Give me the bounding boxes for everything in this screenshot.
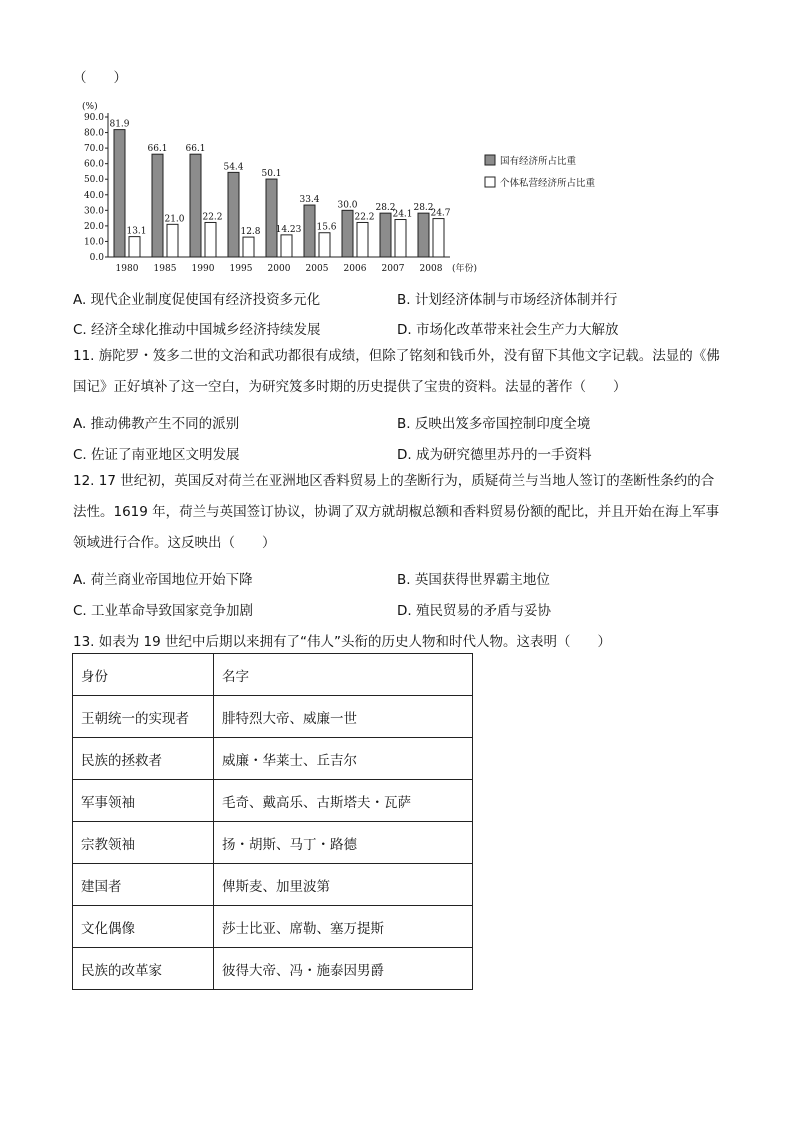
- y-tick-label: 70.0: [83, 144, 104, 155]
- table-cell: 民族的拯救者: [73, 738, 214, 780]
- q13-table: [72, 653, 473, 990]
- y-tick-label: 80.0: [83, 128, 104, 139]
- x-tick-label: 2008: [419, 264, 443, 274]
- data-label-private: 15.6: [316, 222, 337, 233]
- table-row: [73, 864, 473, 906]
- q12-option-b: B. 英国获得世界霸主地位: [397, 572, 550, 588]
- table-row: [73, 738, 473, 780]
- data-label-state: 30.0: [337, 200, 358, 211]
- bar-private-1990: [205, 222, 216, 257]
- data-label-state: 28.2: [375, 203, 396, 214]
- legend-label-private: 个体私营经济所占比重: [500, 178, 596, 189]
- table-cell: 腓特烈大帝、威廉一世: [214, 696, 473, 738]
- y-tick-label: 40.0: [83, 190, 104, 201]
- x-axis-label: (年份): [452, 264, 478, 274]
- q12-option-a: A. 荷兰商业帝国地位开始下降: [73, 572, 253, 588]
- y-tick-label: 20.0: [83, 221, 104, 232]
- table-header-row: [73, 654, 473, 696]
- x-tick-label: 1980: [115, 264, 139, 274]
- bar-state-2000: [266, 179, 277, 257]
- table-cell: 莎士比亚、席勒、塞万提斯: [214, 906, 473, 948]
- data-label-state: 54.4: [223, 162, 244, 173]
- legend-label-state: 国有经济所占比重: [500, 156, 577, 167]
- x-tick-label: 2000: [267, 264, 291, 274]
- data-label-private: 14.23: [275, 224, 302, 235]
- data-label-state: 50.1: [261, 169, 282, 180]
- legend-swatch-private: [485, 177, 495, 187]
- x-tick-label: 1985: [153, 264, 177, 274]
- table-cell: 扬・胡斯、马丁・路德: [214, 822, 473, 864]
- q13-stem: 13. 如表为 19 世纪中后期以来拥有了“伟人”头衔的历史人物和时代人物。这表明（ ）: [73, 634, 612, 650]
- bar-state-1985: [152, 154, 163, 257]
- x-tick-label: 2005: [305, 264, 329, 274]
- data-label-state: 33.4: [299, 195, 320, 206]
- bar-private-2005: [319, 233, 330, 257]
- q11-option-a: A. 推动佛教产生不同的派别: [73, 416, 240, 432]
- data-label-private: 22.2: [354, 212, 375, 223]
- y-tick-label: 90.0: [83, 113, 104, 123]
- bar-private-2006: [357, 222, 368, 257]
- table-cell: 民族的改革家: [73, 948, 214, 990]
- bar-private-1995: [243, 237, 254, 257]
- q10-option-a: A. 现代企业制度促使国有经济投资多元化: [73, 292, 321, 308]
- data-label-private: 24.7: [430, 208, 451, 219]
- data-label-private: 24.1: [392, 209, 413, 220]
- y-tick-label: 0.0: [89, 253, 104, 263]
- bar-state-1995: [228, 172, 239, 257]
- bar-private-1980: [129, 237, 140, 257]
- bar-chart: [80, 96, 640, 280]
- q11-option-d: D. 成为研究德里苏丹的一手资料: [397, 447, 592, 463]
- q12-option-d: D. 殖民贸易的矛盾与妥协: [397, 603, 551, 619]
- bar-state-2008: [418, 213, 429, 257]
- y-tick-label: 10.0: [83, 237, 104, 248]
- data-label-private: 12.8: [240, 227, 261, 238]
- table-cell: 王朝统一的实现者: [73, 696, 214, 738]
- bar-private-2007: [395, 220, 406, 257]
- y-tick-label: 50.0: [83, 175, 104, 186]
- y-tick-label: 30.0: [83, 206, 104, 217]
- bar-state-2006: [342, 210, 353, 257]
- data-label-state: 28.2: [413, 203, 434, 214]
- table-row: [73, 696, 473, 738]
- q10-option-b: B. 计划经济体制与市场经济体制并行: [397, 292, 618, 308]
- table-cell: 彼得大帝、冯・施泰因男爵: [214, 948, 473, 990]
- table-row: [73, 780, 473, 822]
- bar-state-1980: [114, 130, 125, 257]
- table-cell: 毛奇、戴高乐、古斯塔夫・瓦萨: [214, 780, 473, 822]
- legend-swatch-state: [485, 155, 495, 165]
- y-tick-label: 60.0: [83, 159, 104, 170]
- bar-state-1990: [190, 154, 201, 257]
- data-label-state: 81.9: [109, 119, 130, 130]
- q12-stem: 12. 17 世纪初，英国反对荷兰在亚洲地区香料贸易上的垄断行为，质疑荷兰与当地人签订的垄断性条约的合法性。1619 年，荷兰与英国签订协议，协调了双方就胡椒总额和香料贸易份额的配比，并且开始在海上军事领域进行合作。这反映出（ ）: [73, 473, 720, 551]
- table-header-cell: 名字: [214, 654, 473, 696]
- q10-option-d: D. 市场化改革带来社会生产力大解放: [397, 322, 619, 338]
- table-cell: 军事领袖: [73, 780, 214, 822]
- bar-private-2008: [433, 219, 444, 257]
- q11-stem: 11. 旃陀罗・笈多二世的文治和武功都很有成绩，但除了铭刻和钱币外，没有留下其他文字记载。法显的《佛国记》正好填补了这一空白，为研究笈多时期的历史提供了宝贵的资料。法显的著作（ ）: [73, 348, 720, 395]
- table-row: [73, 822, 473, 864]
- table-cell: 宗教领袖: [73, 822, 214, 864]
- q11-option-c: C. 佐证了南亚地区文明发展: [73, 447, 240, 463]
- table-cell: 俾斯麦、加里波第: [214, 864, 473, 906]
- y-axis-label: (%): [82, 102, 98, 112]
- table-header-cell: 身份: [73, 654, 214, 696]
- table-cell: 威廉・华莱士、丘吉尔: [214, 738, 473, 780]
- q10-stem-tail: （ ）: [73, 70, 127, 86]
- q12-option-c: C. 工业革命导致国家竞争加剧: [73, 603, 254, 619]
- table-row: [73, 906, 473, 948]
- x-tick-label: 1990: [191, 264, 215, 274]
- bar-state-2007: [380, 213, 391, 257]
- x-tick-label: 2006: [343, 264, 367, 274]
- x-tick-label: 2007: [381, 264, 405, 274]
- data-label-private: 21.0: [164, 214, 185, 225]
- bar-private-1985: [167, 224, 178, 257]
- data-label-private: 22.2: [202, 212, 223, 223]
- x-tick-label: 1995: [229, 264, 253, 274]
- bar-private-2000: [281, 235, 292, 257]
- data-label-state: 66.1: [147, 144, 168, 155]
- q11-option-b: B. 反映出笈多帝国控制印度全境: [397, 416, 591, 432]
- table-cell: 文化偶像: [73, 906, 214, 948]
- table-cell: 建国者: [73, 864, 214, 906]
- bar-state-2005: [304, 205, 315, 257]
- q10-option-c: C. 经济全球化推动中国城乡经济持续发展: [73, 322, 321, 338]
- data-label-state: 66.1: [185, 144, 206, 155]
- table-row: [73, 948, 473, 990]
- data-label-private: 13.1: [126, 226, 147, 237]
